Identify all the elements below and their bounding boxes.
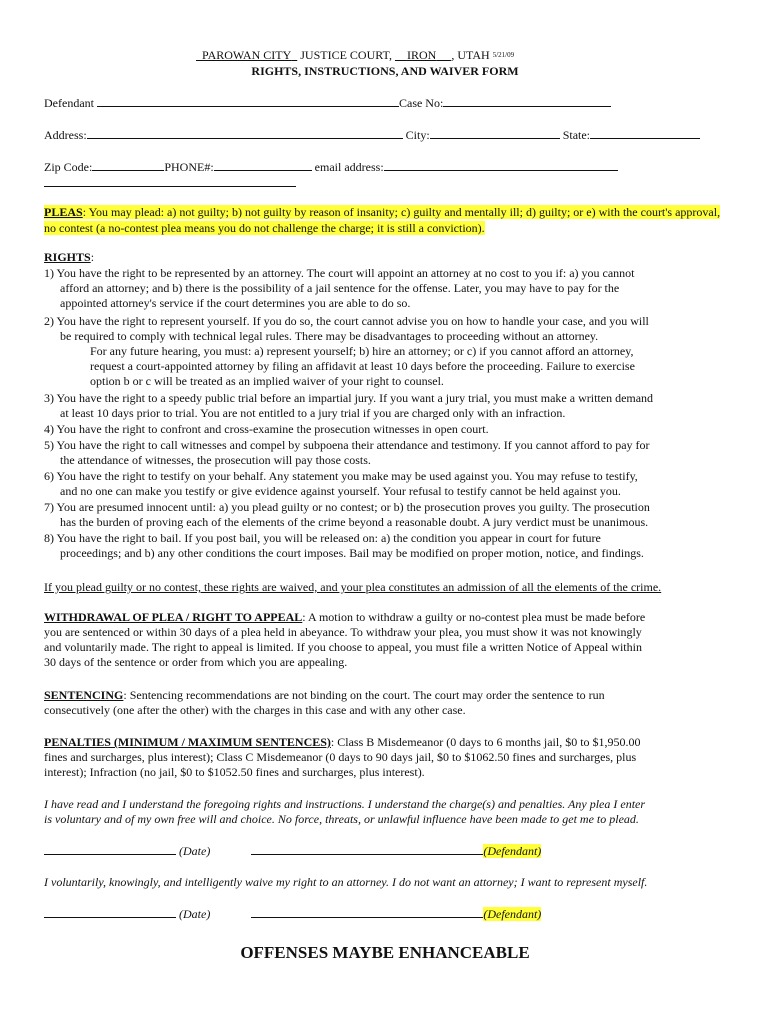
defendant-label-2: (Defendant) [483, 907, 542, 921]
defendant-label: Defendant [44, 96, 94, 110]
phone-label: PHONE#: [164, 160, 214, 174]
phone-field[interactable] [214, 159, 312, 171]
right-item-8: 8) You have the right to bail. If you post bail, you will be released on: a) the condition you appear in court for future proceedings; and b) any other conditions the court imposes. Bail may be modified on proper motion, notice, and findings. [44, 531, 644, 560]
city-label: City: [405, 128, 430, 142]
right-item-5: 5) You have the right to call witnesses and compel by subpoena their attendance and testimony. If you cannot afford to pay for the attendance of witnesses, the prosecution will pay those costs. [44, 438, 650, 467]
email-field-continued[interactable] [44, 176, 296, 187]
defendant-signature-2[interactable] [251, 906, 483, 918]
zip-label: Zip Code: [44, 160, 93, 174]
right-item-4: 4) You have the right to confront and cross-examine the prosecution witnesses in open court. [44, 422, 489, 436]
defendant-signature-1[interactable] [251, 843, 483, 855]
enhanceable-notice: OFFENSES MAYBE ENHANCEABLE [240, 943, 530, 962]
form-title: RIGHTS, INSTRUCTIONS, AND WAIVER FORM [251, 64, 519, 78]
revision-date: 5/21/09 [492, 51, 515, 59]
court-name: JUSTICE COURT, [300, 48, 392, 62]
county-name: IRON [406, 48, 437, 62]
email-field[interactable] [384, 159, 618, 171]
date-field-2[interactable] [44, 906, 176, 918]
state-name: , UTAH [451, 48, 490, 62]
date-field-1[interactable] [44, 843, 176, 855]
defendant-row [44, 95, 644, 111]
case-no-label: Case No: [398, 96, 444, 110]
address-row [44, 127, 734, 143]
address-field[interactable] [87, 127, 403, 139]
waive-attorney-statement: I voluntarily, knowingly, and intelligently waive my right to an attorney. I do not want an attorney; I want to represent myself. [44, 875, 648, 889]
case-no-field[interactable] [443, 95, 611, 107]
date-label-2: (Date) [179, 907, 211, 921]
city-name: PAROWAN CITY [202, 48, 292, 62]
signature-row-1 [44, 843, 644, 859]
address-label: Address: [44, 128, 87, 142]
rights-label: RIGHTS [44, 250, 91, 264]
pleas-section [44, 204, 734, 236]
pleas-label: PLEAS [44, 205, 83, 219]
rights-heading: RIGHTS: [44, 250, 95, 264]
sentencing-label: SENTENCING [44, 688, 124, 702]
email-label: email address: [314, 160, 384, 174]
withdrawal-section: WITHDRAWAL OF PLEA / RIGHT TO APPEAL: A motion to withdraw a guilty or no-contest plea must be made before you are sentenced or within 30 days of a plea held in abeyance. To withdraw your plea, you must show it was not knowingly and voluntarily made. The right to appeal is limited. If you choose to appeal, you must file a written Notice of Appeal within 30 days of the sentence or order from which you are appealing. [44, 610, 646, 669]
acknowledgment-statement: I have read and I understand the foregoing rights and instructions. I understand the charge(s) and penalties. Any plea I enter is voluntary and of my own free will and choice. No force, threats, or unlawful influence have been made to get me to plead. [44, 797, 646, 826]
right-item-2: 2) You have the right to represent yourself. If you do so, the court cannot advise you on how to handle your case, and you will be required to comply with technical legal rules. There may be disadvantages to proceeding without an attorney. For any future hearing, you must: a) represent yourself; b) hire an attorney; or c) if you cannot afford an attorney, request a court-appointed attorney by filing an affidavit at least 10 days before the proceeding. Failure to exercise option b or c will be treated as an implied waiver of your right to counsel. [44, 314, 649, 388]
defendant-label-1: (Defendant) [483, 844, 542, 858]
date-label-1: (Date) [179, 844, 211, 858]
right-item-1: 1) You have the right to be represented by an attorney. The court will appoint an attorney at no cost to you if: a) you cannot afford an attorney; and b) there is the possibility of a jail sentence for the offense. Later, you may have to pay for the appointed attorney's service if the court determines you are able to do so. [44, 266, 635, 310]
right-item-7: 7) You are presumed innocent until: a) you plead guilty or no contest; or b) the prosecution proves you guilty. The prosecution has the burden of proving each of the elements of the crime beyond a reasonable doubt. A jury verdict must be unanimous. [44, 500, 650, 529]
waiver-note: If you plead guilty or no contest, these rights are waived, and your plea constitutes an admission of all the elements of the crime. [44, 580, 662, 594]
right-item-6: 6) You have the right to testify on your behalf. Any statement you make may be used against you. You may refuse to testify, and no one can make you testify or give evidence against yourself. Your refusal to testify cannot be held against you. [44, 469, 638, 498]
penalties-section: PENALTIES (MINIMUM / MAXIMUM SENTENCES): Class B Misdemeanor (0 days to 6 months jail, $0 to $1,950.00 fines and surcharges, plus interest); Class C Misdemeanor (0 days to 90 days jail, $0 to $1062.50 fines and surcharges, plus interest); Infraction (no jail, $0 to $1052.50 fines and surcharges, plus interest). [44, 735, 641, 779]
city-field[interactable] [430, 127, 560, 139]
pleas-text: : You may plead: a) not guilty; b) not guilty by reason of insanity; c) guilty and mentally ill; d) guilty; or e) with the court's approval, no contest (a no-contest plea means you do not challenge the charge; it is still a conviction). [44, 205, 721, 235]
state-field[interactable] [590, 127, 700, 139]
sentencing-section: SENTENCING: Sentencing recommendations are not binding on the court. The court may order the sentence to run consecutively (one after the other) with the charges in this case and with any other case. [44, 688, 605, 717]
withdrawal-label: WITHDRAWAL OF PLEA / RIGHT TO APPEAL [44, 610, 303, 624]
zip-field[interactable] [92, 159, 164, 171]
contact-row [44, 159, 734, 175]
header-line [196, 48, 616, 63]
state-label: State: [562, 128, 591, 142]
penalties-label: PENALTIES (MINIMUM / MAXIMUM SENTENCES) [44, 735, 331, 749]
signature-row-2 [44, 906, 644, 922]
right-item-3: 3) You have the right to a speedy public trial before an impartial jury. If you want a jury trial, you must make a written demand at least 10 days prior to trial. You are not entitled to a jury trial if you are charged only with an infraction. [44, 391, 654, 420]
defendant-field[interactable] [97, 95, 399, 107]
